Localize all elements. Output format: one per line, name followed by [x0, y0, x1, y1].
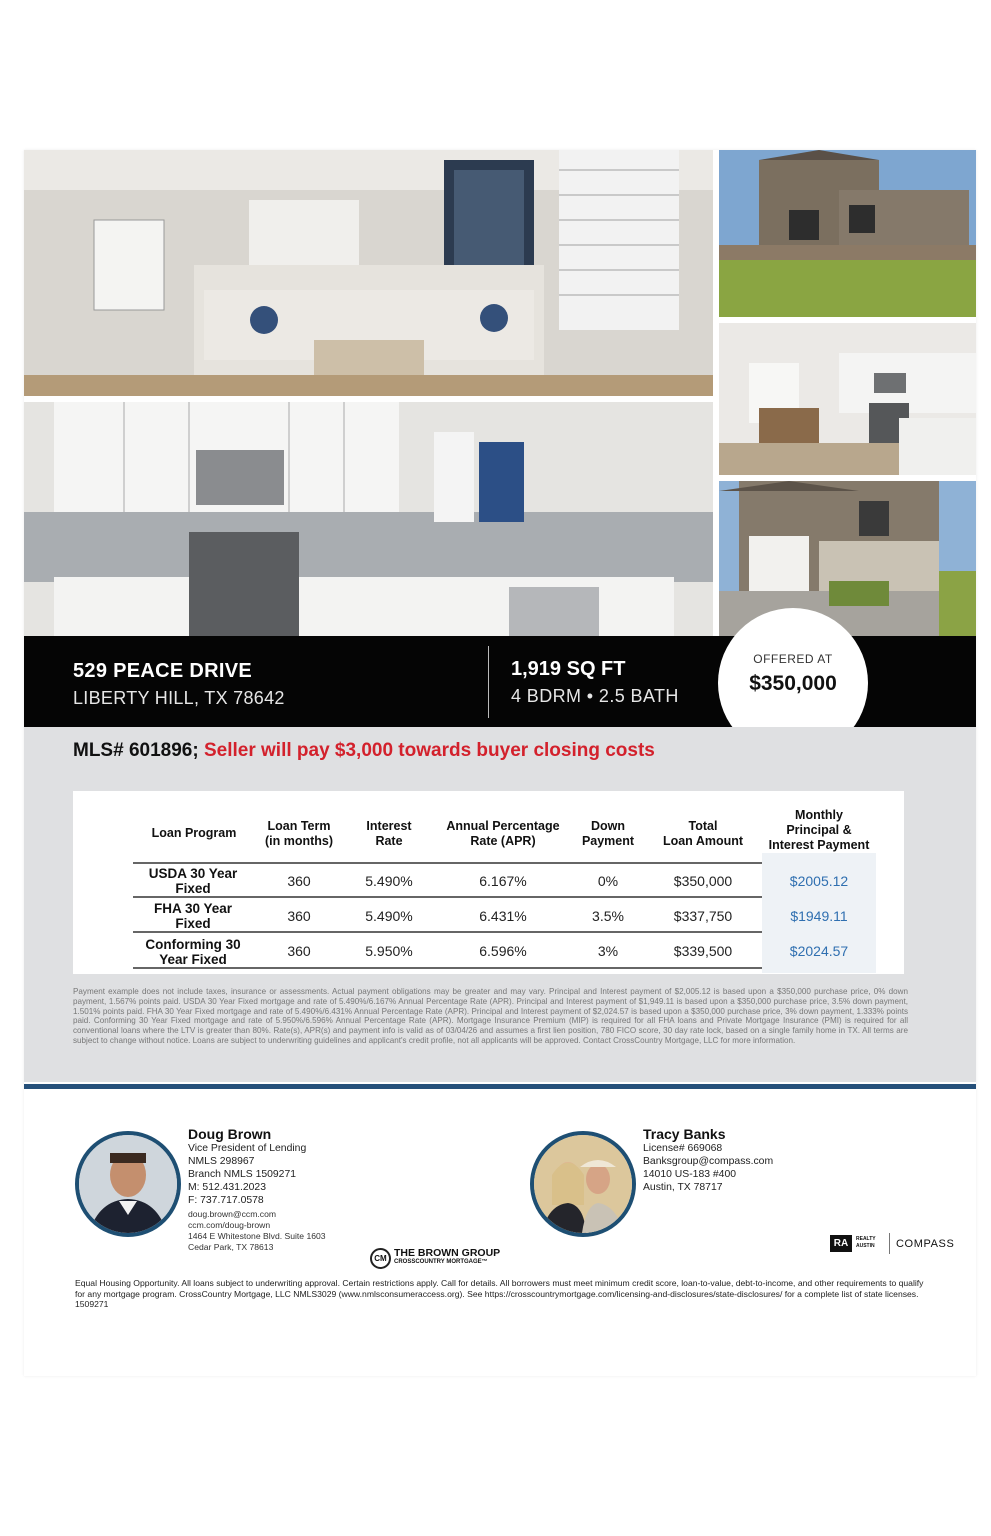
- table-rule: [133, 931, 762, 933]
- lender-nmls: NMLS 298967: [188, 1156, 255, 1167]
- agent-city: Austin, TX 78717: [643, 1182, 723, 1193]
- lender-name: Doug Brown: [188, 1126, 272, 1142]
- lender-city: Cedar Park, TX 78613: [188, 1242, 274, 1252]
- mls-line: [73, 740, 655, 762]
- header-apr: Annual Percentage Rate (APR): [446, 819, 560, 848]
- row-fha-payment: $1949.11: [790, 908, 848, 924]
- backyard-photo: [719, 150, 976, 317]
- payment-fine-print: Payment example does not include taxes, insurance or assessments. Actual payment obligations may be greater and may vary. Principal and Interest payment of $2,005.12 is based upon a $350,000 purchase price, 0% down payment, 1.567% points paid. USDA 30 Year Fixed mortgage and rate of 5.490%/6.167% Annual Percentage Rate (APR). Principal and Interest payment of $1,949.11 is based upon a $350,000 purchase price, 3.5% down payment, 1.501% points paid. FHA 30 Year Fixed mortgage and rate of 5.490%/6.431% Annual Percentage Rate (APR). Principal and Interest payment of $2,024.57 is based upon a $350,000 purchase price, 3% down payment, 1.333% points paid. Conforming 30 Year Fixed mortgage and rate of 5.950%/6.596% Annual Percentage Rate (APR). Mortgage Insurance Premium (MIP) is required for all FHA loans and Private Mortgage Insurance (PMI) is required for all conventional loans where the LTV is greater than 80%. Rate(s), APR(s) and payment info is valid as of 03/04/26 and assumes a first lien position, 780 FICO score, 30 day rate lock, based on a single family home in TX. All terms are subject to change without notice. Loans are subject to underwriting guidelines and applicant's credit profile, not all applicants will be approved. Contact CrossCountry Mortgage, LLC for more information.: [73, 987, 908, 1045]
- realty-austin-logo-mark: RA: [830, 1235, 852, 1252]
- crosscountry-mortgage-text: CROSSCOUNTRY MORTGAGE™: [394, 1259, 488, 1265]
- lender-branch-nmls: Branch NMLS 1509271: [188, 1169, 297, 1180]
- row-usda-term: 360: [287, 873, 311, 889]
- row-usda-rate: 5.490%: [365, 873, 413, 889]
- row-fha-down: 3.5%: [592, 908, 624, 924]
- kitchen-photo: [24, 402, 713, 636]
- row-usda-apr: 6.167%: [479, 873, 527, 889]
- lender-email[interactable]: doug.brown@ccm.com: [188, 1209, 277, 1219]
- lender-title: Vice President of Lending: [188, 1143, 307, 1154]
- header-loan-program: Loan Program: [151, 826, 237, 840]
- row-fha-program: FHA 30 Year Fixed: [153, 901, 233, 931]
- row-conforming-program: Conforming 30 Year Fixed: [145, 937, 241, 967]
- agent-address: 14010 US-183 #400: [643, 1169, 737, 1180]
- agent-license: License# 669068: [643, 1143, 723, 1154]
- compass-logo: COMPASS: [896, 1238, 955, 1250]
- section-divider: [24, 1084, 976, 1089]
- table-rule: [133, 967, 762, 969]
- square-footage: 1,919 SQ FT: [511, 658, 626, 680]
- mls-number: MLS# 601896;: [73, 740, 199, 761]
- row-fha-total: $337,750: [673, 908, 733, 924]
- header-loan-term: Loan Term (in months): [264, 819, 334, 848]
- city-state-zip: LIBERTY HILL, TX 78642: [73, 688, 285, 708]
- agent-email[interactable]: Banksgroup@compass.com: [643, 1156, 774, 1167]
- equal-housing-disclaimer: Equal Housing Opportunity. All loans subject to underwriting approval. Certain restrictions apply. Call for details. All borrowers must meet minimum credit score, loan-to-value, debt-to-income, and other requirements to qualify for any mortgage program. CrossCountry Mortgage, LLC NMLS3029 (www.nmlsconsumeraccess.org). See https://crosscountrymortgage.com/licensing-and-disclosures/state-disclosures/ for a complete list of state licenses. 1509271: [75, 1278, 924, 1309]
- loan-table: [73, 791, 904, 974]
- lender-avatar: [75, 1131, 181, 1237]
- table-rule: [133, 896, 762, 898]
- row-conforming-payment: $2024.57: [789, 943, 849, 959]
- row-fha-apr: 6.431%: [479, 908, 527, 924]
- brown-group-logo: [370, 1246, 510, 1270]
- table-rule: [133, 862, 762, 864]
- offered-price: $350,000: [749, 672, 837, 695]
- brown-group-name: THE BROWN GROUP: [394, 1247, 501, 1259]
- seller-credit-promo: Seller will pay $3,000 towards buyer closing costs: [203, 740, 655, 761]
- row-usda-down: 0%: [597, 873, 619, 889]
- ccm-logo-icon: CM: [370, 1248, 391, 1269]
- agent-name: Tracy Banks: [643, 1126, 726, 1142]
- living-room-photo: [24, 150, 713, 396]
- agent-avatar: [530, 1131, 636, 1237]
- loan-info-panel: [24, 727, 976, 1082]
- row-conforming-down: 3%: [597, 943, 619, 959]
- row-usda-total: $350,000: [673, 873, 733, 889]
- row-usda-program: USDA 30 Year Fixed: [148, 866, 238, 896]
- header-down-payment: Down Payment: [581, 819, 635, 848]
- row-conforming-rate: 5.950%: [365, 943, 413, 959]
- dining-kitchen-photo: [719, 323, 976, 475]
- logo-divider: [889, 1233, 890, 1254]
- header-interest-rate: Interest Rate: [366, 819, 412, 848]
- banner-divider: [488, 646, 489, 718]
- row-usda-payment: $2005.12: [789, 873, 849, 889]
- row-conforming-term: 360: [287, 943, 311, 959]
- beds-baths: 4 BDRM • 2.5 BATH: [511, 686, 679, 706]
- front-exterior-photo: [719, 481, 976, 636]
- flyer-sheet: [24, 150, 976, 1376]
- lender-website[interactable]: ccm.com/doug-brown: [188, 1220, 271, 1230]
- realty-austin-text: REALTY AUSTIN: [856, 1236, 876, 1249]
- row-fha-term: 360: [287, 908, 311, 924]
- lender-address: 1464 E Whitestone Blvd. Suite 1603: [188, 1231, 326, 1241]
- offered-label: OFFERED AT: [753, 652, 833, 666]
- row-conforming-total: $339,500: [673, 943, 733, 959]
- lender-fax: F: 737.717.0578: [188, 1195, 264, 1206]
- street-address: 529 PEACE DRIVE: [73, 660, 253, 682]
- row-conforming-apr: 6.596%: [479, 943, 527, 959]
- header-total-loan: Total Loan Amount: [662, 819, 744, 848]
- row-fha-rate: 5.490%: [365, 908, 413, 924]
- lender-mobile: M: 512.431.2023: [188, 1182, 266, 1193]
- header-monthly-payment: Monthly Principal & Interest Payment: [768, 808, 870, 852]
